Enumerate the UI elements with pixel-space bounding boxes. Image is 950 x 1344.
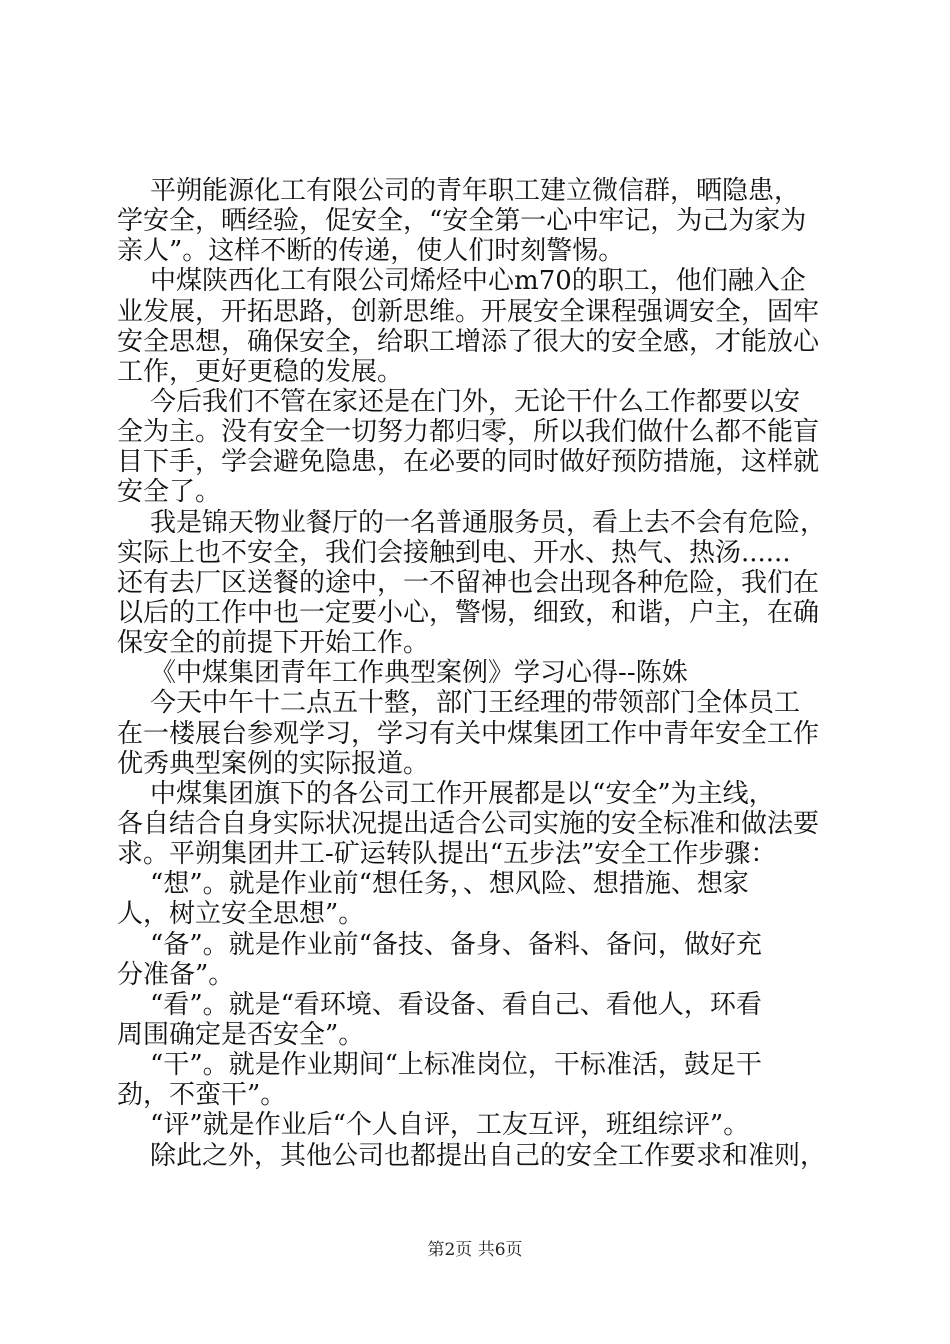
text-line: 保安全的前提下开始工作。 — [117, 628, 430, 659]
text-line: “看”。就是“看环境、看设备、看自己、看他人，环看 — [117, 989, 762, 1020]
text-line: “评”就是作业后“个人自评，工友互评，班组综评”。 — [117, 1110, 750, 1141]
text-line: 安全思想，确保安全，给职工增添了很大的安全感，才能放心 — [117, 326, 820, 357]
text-line: 今天中午十二点五十整，部门王经理的带领部门全体员工 — [117, 688, 801, 719]
text-line: 中煤陕西化工有限公司烯烃中心m70的职工，他们融入企 — [117, 266, 806, 297]
text-line: 全为主。没有安全一切努力都归零，所以我们做什么都不能盲 — [117, 417, 820, 448]
text-line: 平朔能源化工有限公司的青年职工建立微信群，晒隐患， — [117, 176, 801, 206]
text-line: 我是锦天物业餐厅的一名普通服务员，看上去不会有危险， — [117, 507, 827, 538]
text-line: 目下手，学会避免隐患，在必要的同时做好预防措施，这样就 — [117, 447, 820, 478]
text-line: 亲人”。这样不断的传递，使人们时刻警惕。 — [117, 236, 625, 267]
text-line: 人，树立安全思想”。 — [117, 899, 365, 930]
section-title: 《中煤集团青年工作典型案例》学习心得--陈姝 — [117, 658, 688, 689]
text-line: 业发展，开拓思路，创新思维。开展安全课程强调安全，固牢 — [117, 296, 820, 327]
text-line: “备”。就是作业前“备技、备身、备料、备问，做好充 — [117, 929, 762, 960]
text-line: 劲，不蛮干”。 — [117, 1080, 287, 1111]
text-line: 除此之外，其他公司也都提出自己的安全工作要求和准则， — [117, 1140, 827, 1171]
page-number-footer: 第2页 共6页 — [427, 1240, 523, 1260]
text-line: 优秀典型案例的实际报道。 — [117, 748, 430, 779]
text-line: 中煤集团旗下的各公司工作开展都是以“安全”为主线， — [117, 778, 775, 809]
text-line: 学安全，晒经验，促安全，“安全第一心中牢记，为己为家为 — [117, 206, 807, 237]
document-body — [117, 176, 833, 1171]
text-line: “干”。就是作业期间“上标准岗位，干标准活，鼓足干 — [117, 1050, 762, 1081]
text-line: 以后的工作中也一定要小心，警惕，细致，和谐，户主，在确 — [117, 597, 820, 628]
text-line: 安全了。 — [117, 477, 222, 508]
text-line: 各自结合自身实际状况提出适合公司实施的安全标准和做法要 — [117, 808, 820, 839]
text-line: 在一楼展台参观学习，学习有关中煤集团工作中青年安全工作 — [117, 718, 820, 749]
text-line: “想”。就是作业前“想任务，、想风险、想措施、想家 — [117, 869, 749, 900]
text-line: 工作，更好更稳的发展。 — [117, 356, 404, 387]
text-line: 实际上也不安全，我们会接触到电、开水、热气、热汤...... — [117, 537, 791, 568]
text-line: 还有去厂区送餐的途中，一不留神也会出现各种危险，我们在 — [117, 567, 820, 598]
text-line: 今后我们不管在家还是在门外，无论干什么工作都要以安 — [117, 386, 801, 417]
text-line: 求。平朔集团井工-矿运转队提出“五步法”安全工作步骤： — [117, 839, 777, 870]
text-line: 分准备”。 — [117, 959, 235, 990]
text-line: 周围确定是否安全”。 — [117, 1019, 365, 1050]
